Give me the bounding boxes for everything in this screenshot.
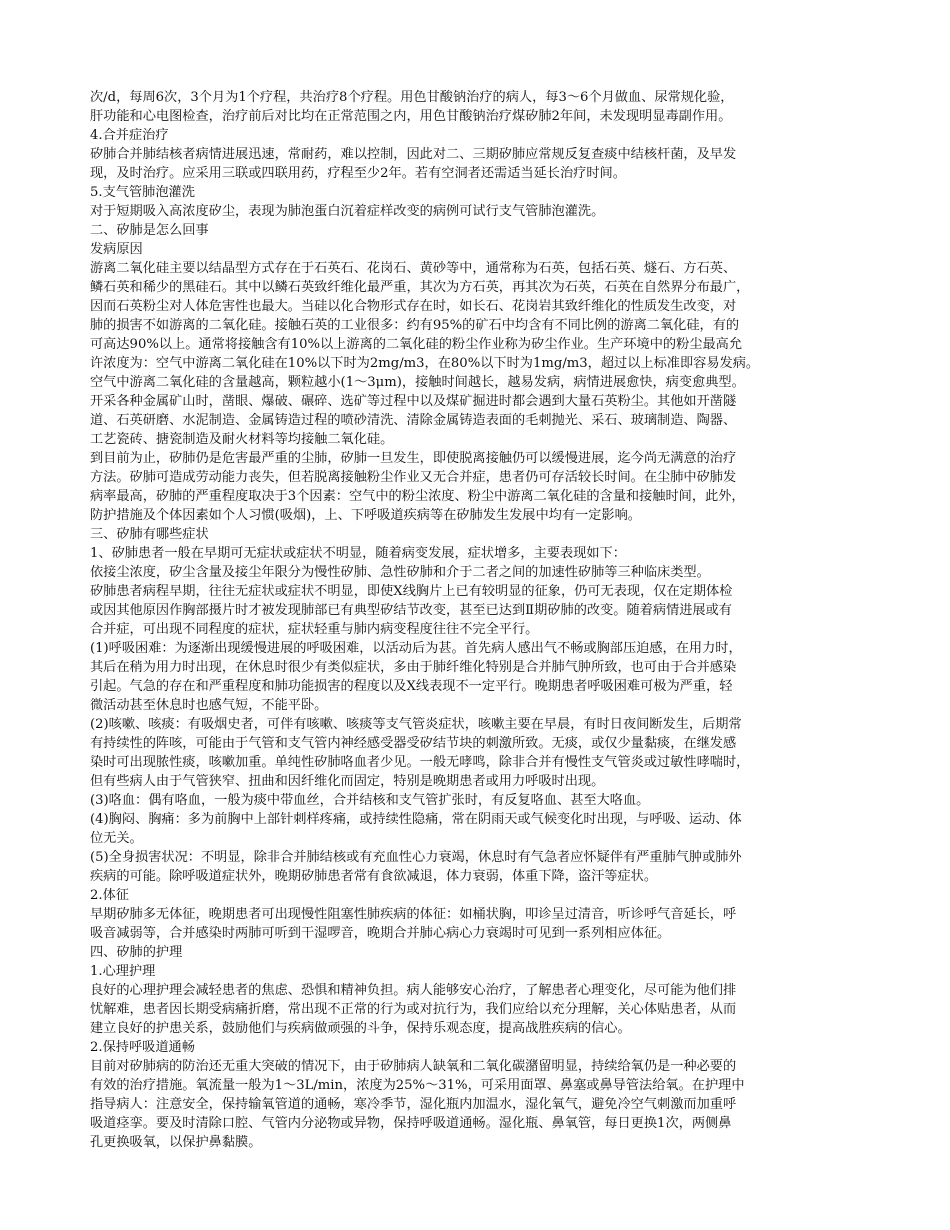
text-line: 防护措施及个体因素如个人习惯(吸烟)，上、下呼吸道疾病等在矽肺发生发展中均有一定影响。 — [90, 508, 641, 523]
text-line: 染时可出现脓性痰，咳嗽加重。单纯性矽肺咯血者少见。一般无哮鸣，除非合并有慢性支气管炎或过敏性哮喘时， — [90, 755, 750, 770]
text-line: 道、石英研磨、水泥制造、金属铸造过程的喷砂清洗、清除金属铸造表面的毛刺抛光、采石、玻璃制造、陶器、 — [90, 413, 737, 428]
text-line: (3)咯血：偶有咯血，一般为痰中带血丝，合并结核和支气管扩张时，有反复咯血、甚至大咯血。 — [90, 793, 650, 808]
text-line: 现，及时治疗。应采用三联或四联用药，疗程至少2年。若有空洞者还需适当延长治疗时间。 — [90, 166, 626, 181]
text-line: 病率最高，矽肺的严重程度取决于3个因素：空气中的粉尘浓度、粉尘中游离二氧化硅的含量和接触时间，此外， — [90, 489, 745, 504]
text-line: 许浓度为：空气中游离二氧化硅在10%以下时为2mg/m3，在80%以下时为1mg/m3，超过以上标准即容易发病。 — [90, 356, 760, 371]
text-line: 工艺瓷砖、搪瓷制造及耐火材料等均接触二氧化硅。 — [90, 432, 394, 447]
text-line: 孔更换吸氧，以保护鼻黏膜。 — [90, 1135, 262, 1150]
text-line: 位无关。 — [90, 831, 143, 846]
text-line: 方法。矽肺可造成劳动能力丧失，但若脱离接触粉尘作业又无合并症，患者仍可存活较长时间。在尘肺中矽肺发 — [90, 470, 737, 485]
text-line: 四、矽肺的护理 — [90, 945, 183, 960]
text-line: 肝功能和心电图检查，治疗前后对比均在正常范围之内，用色甘酸钠治疗煤矽肺2年间，未发现明显毒副作用。 — [90, 109, 732, 124]
text-line: 但有些病人由于气管狭窄、扭曲和因纤维化而固定，特别是晚期患者或用力呼吸时出现。 — [90, 774, 605, 789]
text-line: 4.合并症治疗 — [90, 128, 169, 143]
text-line: 有效的治疗措施。氧流量一般为1～3L/min，浓度为25%～31%，可采用面罩、鼻塞或鼻导管法给氧。在护理中 — [90, 1078, 745, 1093]
text-line: 矽肺合并肺结核者病情进展迅速，常耐药，难以控制，因此对二、三期矽肺应常规反复查痰中结核杆菌，及早发 — [90, 147, 737, 162]
text-line: 疾病的可能。除呼吸道症状外，晚期矽肺患者常有食欲减退，体力衰弱，体重下降，盗汗等症状。 — [90, 869, 658, 884]
text-line: 微活动甚至休息时也感气短，不能平卧。 — [90, 698, 328, 713]
text-line: 或因其他原因作胸部摄片时才被发现肺部已有典型矽结节改变，甚至已达到Ⅱ期矽肺的改变。随着病情进展或有 — [90, 603, 732, 618]
text-line: 游离二氧化硅主要以结晶型方式存在于石英石、花岗石、黄砂等中，通常称为石英，包括石英、燧石、方石英、 — [90, 261, 737, 276]
text-line: 矽肺患者病程早期，往往无症状或症状不明显，即使X线胸片上已有较明显的征象，仍可无表现，仅在定期体检 — [90, 584, 733, 599]
text-line: 可高达90%以上。通常将接触含有10%以上游离的二氧化硅的粉尘作业称为矽尘作业。生产环境中的粉尘最高允 — [90, 337, 743, 352]
text-line: 有持续性的阵咳，可能由于气管和支气管内神经感受器受矽结节块的刺激所致。无痰，或仅少量黏痰，在继发感 — [90, 736, 737, 751]
text-line: (1)呼吸困难：为逐渐出现缓慢进展的呼吸困难，以活动后为甚。首先病人感出气不畅或胸部压迫感，在用力时， — [90, 641, 742, 656]
text-line: 2.保持呼吸道通畅 — [90, 1040, 195, 1055]
text-line: 目前对矽肺病的防治还无重大突破的情况下，由于矽肺病人缺氧和二氧化碳潴留明显，持续给氧仍是一种必要的 — [90, 1059, 737, 1074]
text-line: 指导病人：注意安全，保持输氧管道的通畅，寒冷季节，湿化瓶内加温水，湿化氧气，避免冷空气刺激而加重呼 — [90, 1097, 737, 1112]
text-line: 忧解难，患者因长期受病痛折磨，常出现不正常的行为或对抗行为，我们应给以充分理解，关心体贴患者，从而 — [90, 1002, 737, 1017]
text-line: 三、矽肺有哪些症状 — [90, 527, 209, 542]
text-line: 吸道痉挛。要及时清除口腔、气管内分泌物或异物，保持呼吸道通畅。湿化瓶、鼻氧管，每日更换1次，两侧鼻 — [90, 1116, 732, 1131]
text-line: 2.体征 — [90, 888, 129, 903]
text-line: 1.心理护理 — [90, 964, 156, 979]
text-line: 二、矽肺是怎么回事 — [90, 223, 209, 238]
text-line: 吸音减弱等，合并感染时两肺可听到干湿啰音，晚期合并肺心病心力衰竭时可见到一系列相应体征。 — [90, 926, 671, 941]
text-line: 空气中游离二氧化硅的含量越高，颗粒越小(1～3μm)，接触时间越长，越易发病，病情进展愈快，病变愈典型。 — [90, 375, 745, 390]
text-line: 发病原因 — [90, 242, 143, 257]
text-line: 引起。气急的存在和严重程度和肺功能损害的程度以及X线表现不一定平行。晚期患者呼吸困难可极为严重，轻 — [90, 679, 733, 694]
text-line: 开采各种金属矿山时，凿眼、爆破、碾碎、选矿等过程中以及煤矿掘进时都会遇到大量石英粉尘。其他如开凿隧 — [90, 394, 737, 409]
text-line: 鳞石英和稀少的黑硅石。其中以鳞石英致纤维化最严重，其次为方石英，再其次为石英，石英在自然界分布最广， — [90, 280, 750, 295]
text-line: (2)咳嗽、咳痰：有吸烟史者，可伴有咳嗽、咳痰等支气管炎症状，咳嗽主要在早晨，有时日夜间断发生，后期常 — [90, 717, 742, 732]
text-line: 良好的心理护理会减轻患者的焦虑、恐惧和精神负担。病人能够安心治疗，了解患者心理变化，尽可能为他们排 — [90, 983, 737, 998]
text-line: 建立良好的护患关系，鼓励他们与疾病做顽强的斗争，保持乐观态度，提高战胜疾病的信心。 — [90, 1021, 631, 1036]
text-line: 次/d，每周6次，3个月为1个疗程，共治疗8个疗程。用色甘酸钠治疗的病人，每3～6个月做血、尿常规化验， — [90, 90, 734, 105]
text-line: 因而石英粉尘对人体危害性也最大。当硅以化合物形式存在时，如长石、花岗岩其致纤维化的性质发生改变，对 — [90, 299, 737, 314]
text-line: 其后在稍为用力时出现，在休息时很少有类似症状，多由于肺纤维化特别是合并肺气肿所致，也可由于合并感染 — [90, 660, 737, 675]
text-line: 1、矽肺患者一般在早期可无症状或症状不明显，随着病变发展，症状增多，主要表现如下： — [90, 546, 626, 561]
text-line: (4)胸闷、胸痛：多为前胸中上部针刺样疼痛，或持续性隐痛，常在阴雨天或气候变化时出现，与呼吸、运动、体 — [90, 812, 742, 827]
text-line: 肺的损害不如游离的二氧化硅。接触石英的工业很多：约有95%的矿石中均含有不同比例的游离二氧化硅，有的 — [90, 318, 740, 333]
text-line: 依接尘浓度，矽尘含量及接尘年限分为慢性矽肺、急性矽肺和介于二者之间的加速性矽肺等三种临床类型。 — [90, 565, 710, 580]
document-body — [90, 88, 862, 1152]
text-line: 到目前为止，矽肺仍是危害最严重的尘肺，矽肺一旦发生，即使脱离接触仍可以缓慢进展，迄今尚无满意的治疗 — [90, 451, 737, 466]
text-line: 5.支气管肺泡灌洗 — [90, 185, 195, 200]
text-line: (5)全身损害状况：不明显，除非合并肺结核或有充血性心力衰竭，休息时有气急者应怀疑伴有严重肺气肿或肺外 — [90, 850, 742, 865]
text-line: 对于短期吸入高浓度矽尘，表现为肺泡蛋白沉着症样改变的病例可试行支气管肺泡灌洗。 — [90, 204, 605, 219]
text-line: 合并症，可出现不同程度的症状，症状轻重与肺内病变程度往往不完全平行。 — [90, 622, 539, 637]
text-line: 早期矽肺多无体征，晚期患者可出现慢性阻塞性肺疾病的体征：如桶状胸，叩诊呈过清音，听诊呼气音延长，呼 — [90, 907, 737, 922]
